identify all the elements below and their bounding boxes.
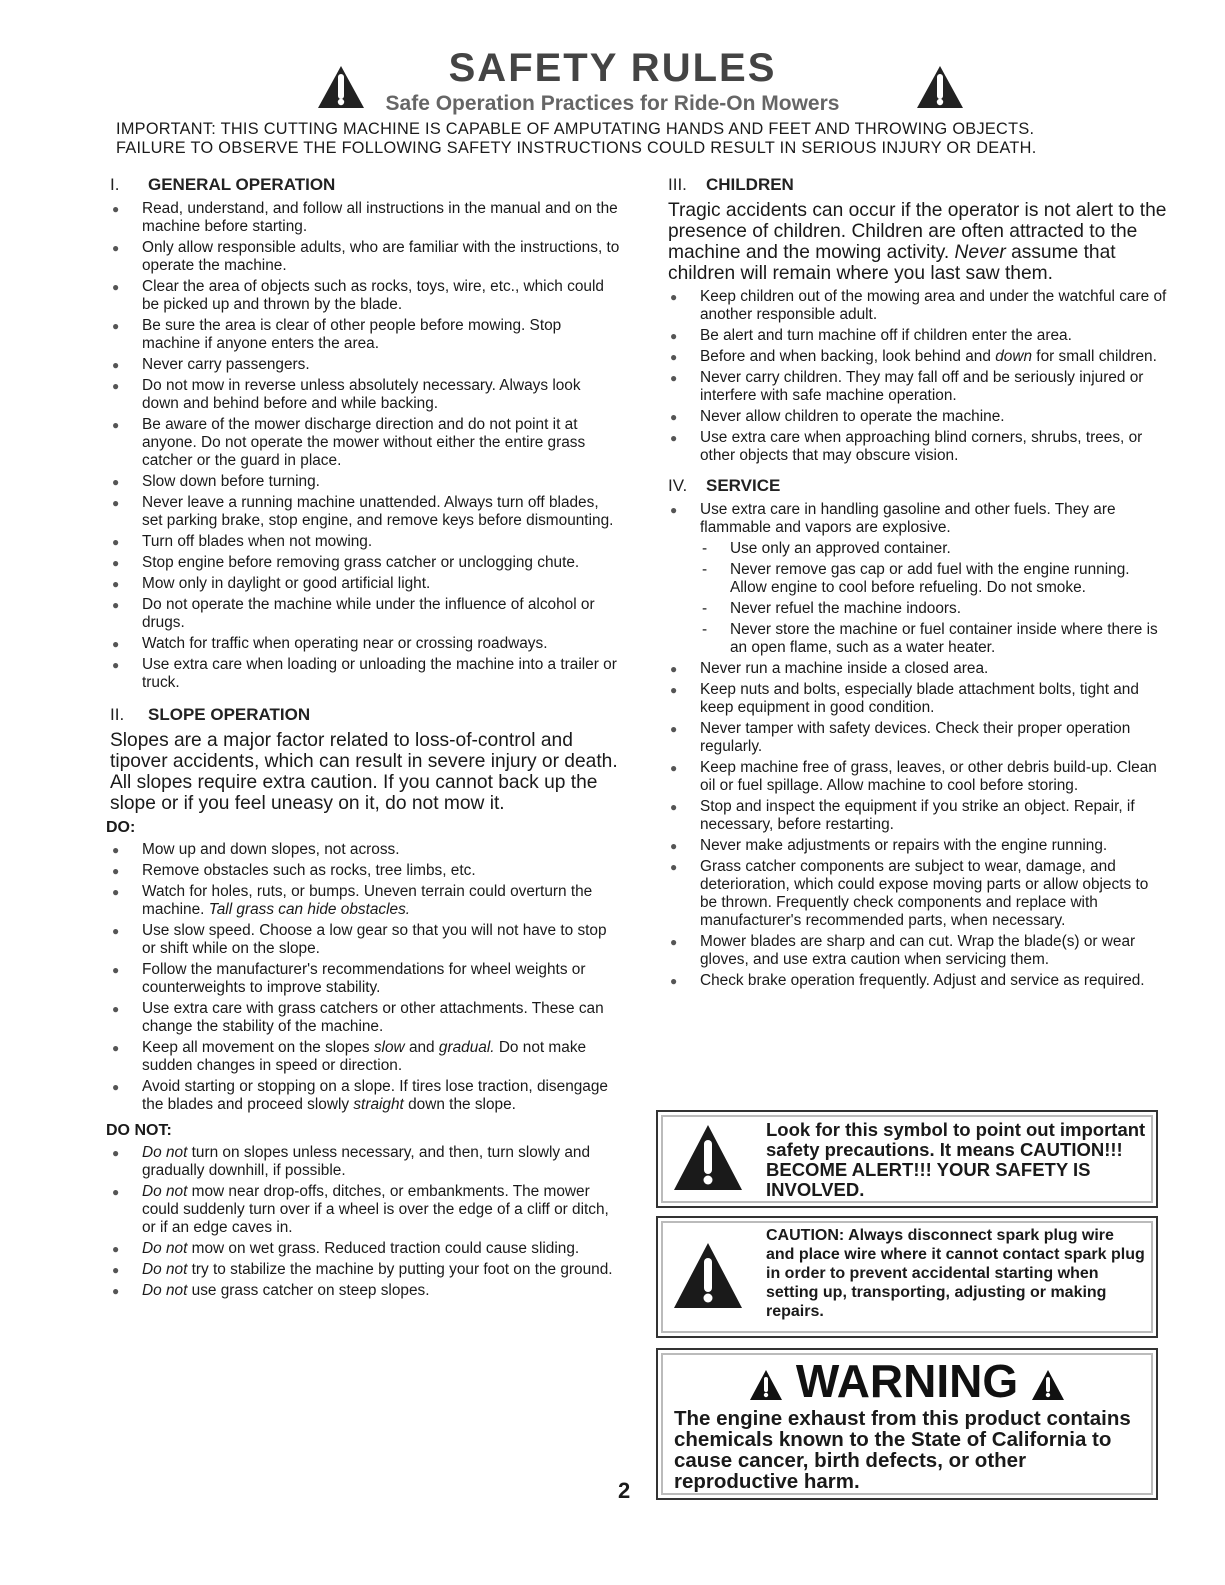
bullet-icon: ● — [112, 358, 120, 372]
bullet-icon: ● — [670, 800, 678, 814]
list-item — [110, 356, 620, 374]
safety-alert-icon — [1031, 1369, 1065, 1401]
section-title: CHILDREN — [706, 175, 794, 194]
dash-marker: - — [702, 540, 708, 557]
children-list — [668, 288, 1168, 465]
list-item — [110, 1039, 620, 1075]
list-item — [668, 933, 1168, 969]
item-text: mow near drop-offs, ditches, or embankments. The mower could suddenly turn over if a wheel is over the edge of a cliff or ditch, or if an edge caves in. — [142, 1183, 609, 1236]
section-heading — [110, 176, 620, 194]
bullet-icon: ● — [112, 1242, 120, 1256]
item-text: Do not make sudden changes in speed or direction. — [142, 1039, 587, 1074]
list-item — [110, 494, 620, 530]
list-item — [668, 972, 1168, 990]
dash-marker: - — [702, 600, 708, 617]
bullet-icon: ● — [670, 683, 678, 697]
list-item — [668, 720, 1168, 756]
list-item — [110, 473, 620, 491]
warning-text: The engine exhaust from this product contains chemicals known to the State of California to cause cancer, birth defects, or other reproductive harm. — [674, 1407, 1131, 1493]
item-text: Stop engine before removing grass catcher or unclogging chute. — [142, 554, 580, 571]
bullet-icon: ● — [112, 1002, 120, 1016]
item-text: Be alert and turn machine off if children enter the area. — [700, 327, 1072, 344]
item-text: Never carry passengers. — [142, 356, 310, 373]
list-item — [668, 798, 1168, 834]
important-line: FAILURE TO OBSERVE THE FOLLOWING SAFETY INSTRUCTIONS COULD RESULT IN SERIOUS INJURY OR DEATH. — [116, 139, 1037, 157]
item-emphasis: Do not — [142, 1144, 188, 1161]
list-item — [668, 501, 1168, 537]
item-text: Mow up and down slopes, not across. — [142, 841, 400, 858]
dash-marker: - — [702, 561, 708, 578]
item-text: Before and when backing, look behind and — [700, 348, 991, 365]
list-item — [668, 327, 1168, 345]
list-item — [110, 635, 620, 653]
list-item — [668, 858, 1168, 930]
item-text: for small children. — [1036, 348, 1157, 365]
item-text: Clear the area of objects such as rocks, toys, wire, etc., which could be picked up and thrown by the blade. — [142, 278, 604, 313]
bullet-icon: ● — [112, 1263, 120, 1277]
bullet-icon: ● — [112, 535, 120, 549]
do-not-label: DO NOT: — [106, 1122, 172, 1139]
item-emphasis: Do not — [142, 1282, 188, 1299]
item-text: Watch for traffic when operating near or crossing roadways. — [142, 635, 548, 652]
general-operation-list — [110, 200, 620, 692]
list-item — [110, 1240, 620, 1258]
bullet-icon: ● — [112, 637, 120, 651]
item-emphasis: Do not — [142, 1261, 188, 1278]
left-column — [106, 175, 620, 1308]
slope-do-list — [110, 841, 620, 1114]
section-title: GENERAL OPERATION — [148, 175, 336, 194]
bullet-icon: ● — [670, 860, 678, 874]
section-heading — [668, 176, 1168, 194]
list-item — [110, 1183, 620, 1237]
item-text: try to stabilize the machine by putting your foot on the ground. — [191, 1261, 613, 1278]
list-item — [110, 278, 620, 314]
bullet-icon: ● — [112, 598, 120, 612]
bullet-icon: ● — [112, 577, 120, 591]
bullet-icon: ● — [112, 319, 120, 333]
item-text: Follow the manufacturer's recommendations for wheel weights or counterweights to improve stability. — [142, 961, 586, 996]
item-text: Never run a machine inside a closed area. — [700, 660, 989, 677]
bullet-icon: ● — [112, 885, 120, 899]
list-item — [668, 288, 1168, 324]
item-text: Use extra care when loading or unloading the machine into a trailer or truck. — [142, 656, 617, 691]
section-title: SERVICE — [706, 476, 781, 495]
bullet-icon: ● — [670, 431, 678, 445]
bullet-icon: ● — [112, 202, 120, 216]
bullet-icon: ● — [112, 864, 120, 878]
item-text: mow on wet grass. Reduced traction could cause sliding. — [191, 1240, 580, 1257]
list-item — [110, 1078, 620, 1114]
bullet-icon: ● — [670, 410, 678, 424]
bullet-icon: ● — [670, 839, 678, 853]
item-text: Use only an approved container. — [730, 540, 951, 557]
slope-intro: Slopes are a major factor related to loss-of-control and tipover accidents, which can result in severe injury or death. All slopes require extra caution. If you cannot back up the slope or if you feel uneasy on it, do not mow it. — [110, 730, 618, 814]
bullet-icon: ● — [670, 329, 678, 343]
list-item — [110, 1144, 620, 1180]
list-item — [110, 862, 620, 880]
section-number: II. — [110, 705, 125, 724]
bullet-icon: ● — [670, 935, 678, 949]
bullet-icon: ● — [112, 379, 120, 393]
item-text: Never store the machine or fuel container inside where there is an open flame, such as a water heater. — [730, 621, 1158, 656]
warning-title: WARNING — [795, 1355, 1019, 1407]
bullet-icon: ● — [112, 418, 120, 432]
list-item — [668, 369, 1168, 405]
right-column — [668, 176, 1168, 998]
item-text: and — [408, 1039, 435, 1056]
important-line: IMPORTANT: THIS CUTTING MACHINE IS CAPABLE OF AMPUTATING HANDS AND FEET AND THROWING OBJECTS. — [116, 120, 1035, 138]
section-number: I. — [110, 175, 120, 194]
list-item — [110, 961, 620, 997]
do-label: DO: — [106, 819, 136, 836]
section-title: SLOPE OPERATION — [148, 705, 311, 724]
item-text: Slow down before turning. — [142, 473, 320, 490]
item-text: Never remove gas cap or add fuel with the engine running. Allow engine to cool before refueling. Do not smoke. — [730, 561, 1130, 596]
item-text: Read, understand, and follow all instructions in the manual and on the machine before starting. — [142, 200, 618, 235]
item-emphasis: straight — [353, 1096, 404, 1113]
list-item — [110, 922, 620, 958]
children-intro — [668, 200, 1168, 284]
list-item — [110, 554, 620, 572]
item-text: Mow only in daylight or good artificial light. — [142, 575, 431, 592]
list-item — [668, 837, 1168, 855]
bullet-icon: ● — [112, 496, 120, 510]
section-heading — [110, 706, 620, 724]
list-item — [110, 1282, 620, 1300]
item-emphasis: Do not — [142, 1183, 188, 1200]
list-item — [110, 1000, 620, 1036]
item-text: Do not operate the machine while under the influence of alcohol or drugs. — [142, 596, 595, 631]
important-notice — [116, 120, 1176, 158]
list-item — [668, 348, 1168, 366]
safety-alert-icon — [672, 1122, 744, 1194]
section-number: IV. — [668, 476, 688, 495]
item-text: Keep nuts and bolts, especially blade attachment bolts, tight and keep equipment in good condition. — [700, 681, 1139, 716]
item-emphasis: Tall grass can hide obstacles. — [208, 901, 411, 918]
list-item — [110, 317, 620, 353]
item-text: Keep children out of the mowing area and under the watchful care of another responsible adult. — [700, 288, 1167, 323]
list-item — [110, 883, 620, 919]
item-text: Use extra care when approaching blind corners, shrubs, trees, or other objects that may obscure vision. — [700, 429, 1143, 464]
list-item — [110, 575, 620, 593]
item-text: down the slope. — [408, 1096, 516, 1113]
list-item — [110, 533, 620, 551]
bullet-icon: ● — [112, 556, 120, 570]
service-list — [668, 501, 1168, 990]
bullet-icon: ● — [112, 924, 120, 938]
item-text: Never carry children. They may fall off and be seriously injured or interfere with safe machine operation. — [700, 369, 1144, 404]
item-text: Never tamper with safety devices. Check their proper operation regularly. — [700, 720, 1131, 755]
item-text: Be aware of the mower discharge direction and do not point it at anyone. Do not operate the mower without either the entire grass catcher or the guard in place. — [142, 416, 586, 469]
list-item — [110, 656, 620, 692]
warning-box — [656, 1348, 1158, 1500]
item-emphasis: Do not — [142, 1240, 188, 1257]
sub-item — [668, 561, 1168, 597]
item-text: use grass catcher on steep slopes. — [191, 1282, 430, 1299]
item-emphasis: slow — [373, 1039, 405, 1056]
page-subtitle: Safe Operation Practices for Ride-On Mowers — [385, 92, 840, 115]
bullet-icon: ● — [112, 658, 120, 672]
item-text: Grass catcher components are subject to wear, damage, and deterioration, which could expose moving parts or allow objects to be thrown. Frequently check components and replace with manufacturer's recommended parts, when necessary. — [700, 858, 1149, 929]
item-text: Avoid starting or stopping on a slope. If tires lose traction, disengage the blades and proceed slowly — [142, 1078, 608, 1113]
item-text: Never refuel the machine indoors. — [730, 600, 961, 617]
bullet-icon: ● — [670, 662, 678, 676]
item-text: Use extra care with grass catchers or other attachments. These can change the stability of the machine. — [142, 1000, 604, 1035]
intro-emphasis: Never — [954, 242, 1006, 263]
slope-do-not-list — [110, 1144, 620, 1300]
safety-alert-icon — [749, 1369, 783, 1401]
sub-item — [668, 540, 1168, 558]
list-item — [668, 759, 1168, 795]
item-text: Be sure the area is clear of other people before mowing. Stop machine if anyone enters the area. — [142, 317, 562, 352]
bullet-icon: ● — [670, 503, 678, 517]
item-text: Use slow speed. Choose a low gear so that you will not have to stop or shift while on the slope. — [142, 922, 607, 957]
dash-marker: - — [702, 621, 708, 638]
bullet-icon: ● — [670, 722, 678, 736]
bullet-icon: ● — [670, 371, 678, 385]
item-text: Remove obstacles such as rocks, tree limbs, etc. — [142, 862, 476, 879]
item-text: Never make adjustments or repairs with the engine running. — [700, 837, 1108, 854]
safety-symbol-box — [656, 1110, 1158, 1208]
bullet-icon: ● — [112, 1185, 120, 1199]
bullet-icon: ● — [670, 350, 678, 364]
list-item — [110, 1261, 620, 1279]
intro-text: Tragic accidents can occur if the operator is not alert to the presence of children. Children are often attracted to the machine and the mowing activity. — [668, 200, 1167, 263]
item-emphasis: down — [995, 348, 1033, 365]
caution-text: CAUTION: Always disconnect spark plug wire and place wire where it cannot contact spark plug in order to prevent accidental starting when setting up, transporting, adjusting or making repairs. — [766, 1227, 1145, 1320]
section-heading — [668, 477, 1168, 495]
item-text: Check brake operation frequently. Adjust and service as required. — [700, 972, 1145, 989]
list-item — [668, 681, 1168, 717]
warning-heading — [658, 1354, 1156, 1408]
page-title: SAFETY RULES — [448, 46, 777, 90]
list-item — [668, 408, 1168, 426]
item-text: Keep machine free of grass, leaves, or other debris build-up. Clean oil or fuel spillage. Allow machine to cool before storing. — [700, 759, 1157, 794]
safety-alert-icon — [672, 1240, 744, 1312]
intro-text: assume that children will remain where you last saw them. — [668, 242, 1116, 284]
bullet-icon: ● — [112, 280, 120, 294]
page-number: 2 — [618, 1478, 631, 1503]
bullet-icon: ● — [670, 761, 678, 775]
item-text: Stop and inspect the equipment if you strike an object. Repair, if necessary, before restarting. — [700, 798, 1135, 833]
section-number: III. — [668, 175, 687, 194]
list-item — [668, 660, 1168, 678]
item-text: Never leave a running machine unattended. Always turn off blades, set parking brake, stop engine, and remove keys before dismounting. — [142, 494, 614, 529]
sub-item — [668, 600, 1168, 618]
bullet-icon: ● — [112, 1146, 120, 1160]
item-text: Watch for holes, ruts, or bumps. Uneven terrain could overturn the machine. — [142, 883, 593, 918]
bullet-icon: ● — [112, 1080, 120, 1094]
item-text: Keep all movement on the slopes — [142, 1039, 370, 1056]
list-item — [668, 429, 1168, 465]
item-text: Turn off blades when not mowing. — [142, 533, 373, 550]
list-item — [110, 377, 620, 413]
bullet-icon: ● — [112, 475, 120, 489]
list-item — [110, 841, 620, 859]
item-text: Never allow children to operate the machine. — [700, 408, 1005, 425]
bullet-icon: ● — [670, 974, 678, 988]
item-text: Do not mow in reverse unless absolutely necessary. Always look down and behind before and while backing. — [142, 377, 581, 412]
bullet-icon: ● — [670, 290, 678, 304]
symbol-text: Look for this symbol to point out important safety precautions. It means CAUTION!!! BECOME ALERT!!! YOUR SAFETY IS INVOLVED. — [766, 1119, 1146, 1200]
bullet-icon: ● — [112, 1041, 120, 1055]
item-text: Mower blades are sharp and can cut. Wrap the blade(s) or wear gloves, and use extra caution when servicing them. — [700, 933, 1136, 968]
bullet-icon: ● — [112, 843, 120, 857]
bullet-icon: ● — [112, 241, 120, 255]
bullet-icon: ● — [112, 1284, 120, 1298]
item-text: Use extra care in handling gasoline and other fuels. They are flammable and vapors are explosive. — [700, 501, 1116, 536]
list-item — [110, 200, 620, 236]
sub-item — [668, 621, 1168, 657]
item-text: turn on slopes unless necessary, and then, turn slowly and gradually downhill, if possible. — [142, 1144, 591, 1179]
caution-box — [656, 1216, 1158, 1338]
list-item — [110, 416, 620, 470]
list-item — [110, 239, 620, 275]
list-item — [110, 596, 620, 632]
item-text: Only allow responsible adults, who are familiar with the instructions, to operate the machine. — [142, 239, 620, 274]
bullet-icon: ● — [112, 963, 120, 977]
item-emphasis: gradual. — [438, 1039, 495, 1056]
